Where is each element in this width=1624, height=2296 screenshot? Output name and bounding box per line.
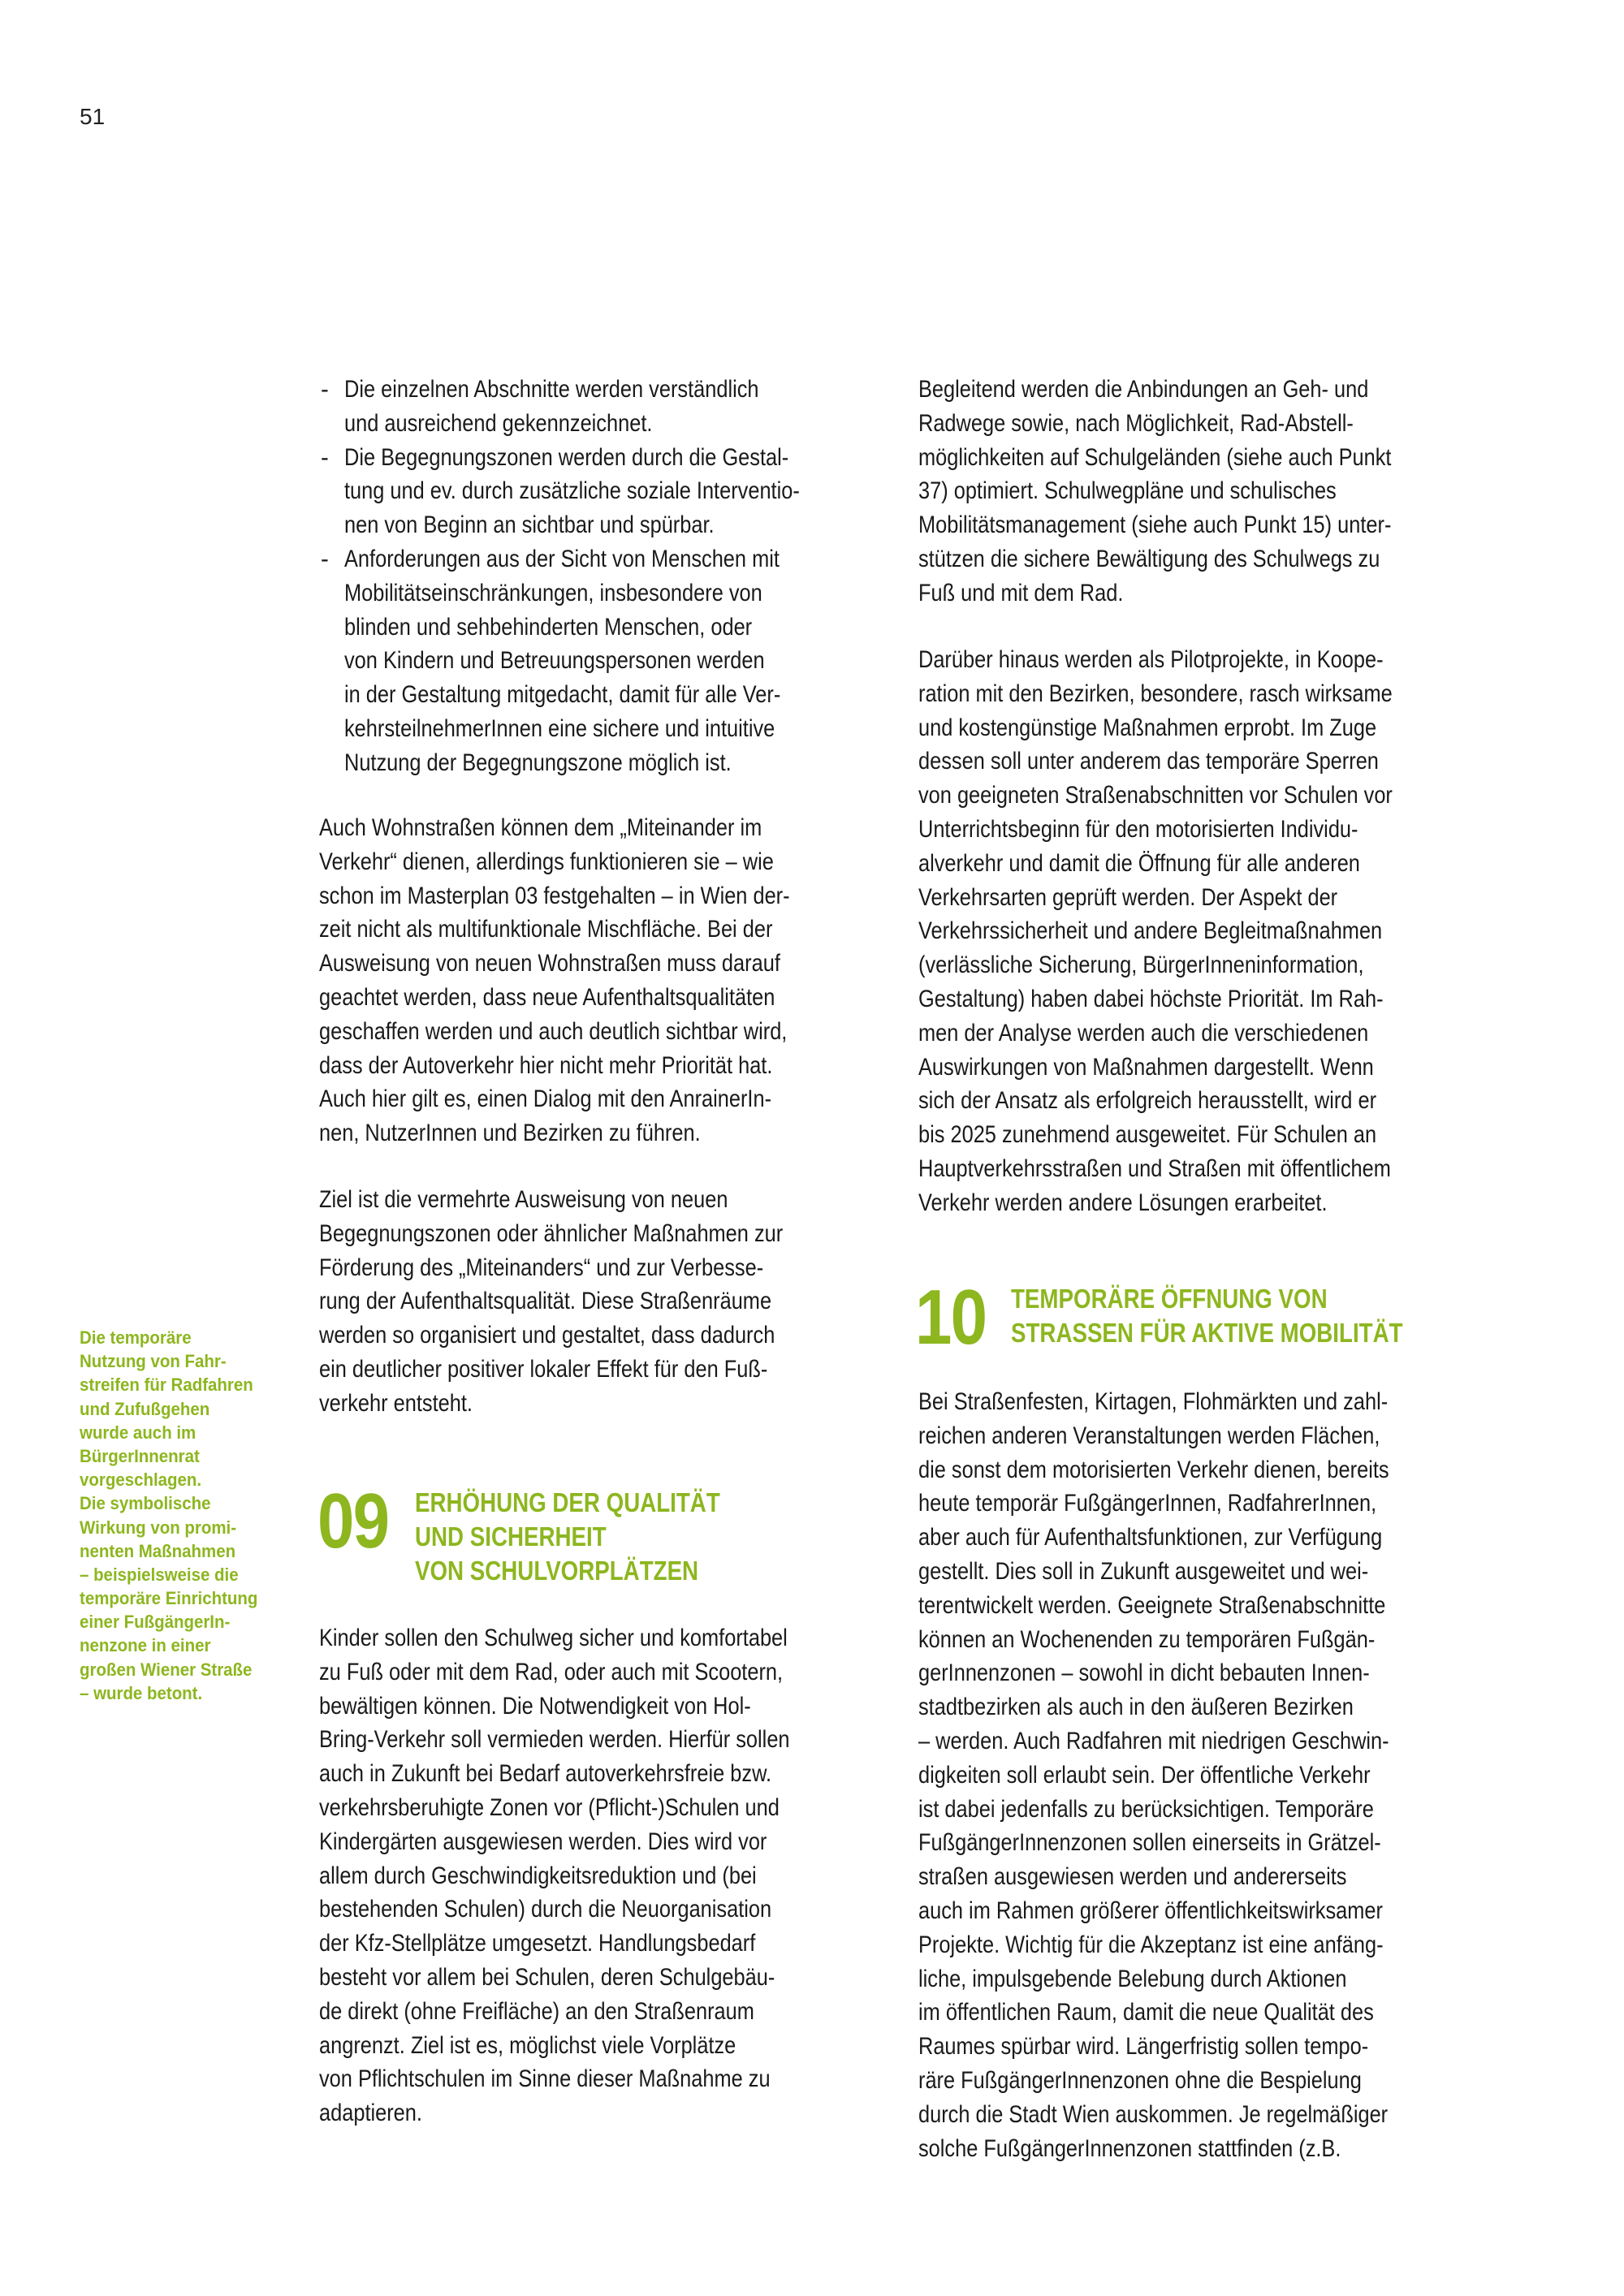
- text-line: ERHÖHUNG DER QUALITÄT: [415, 1487, 720, 1517]
- text-line: Die Begegnungszonen werden durch die Gestal-: [344, 443, 789, 471]
- paragraph-begleitend: [918, 373, 1479, 611]
- bullet-item: [319, 542, 879, 780]
- text-line: bis 2025 zunehmend ausgeweitet. Für Schulen an: [918, 1121, 1377, 1149]
- text-line: Nutzung der Begegnungszone möglich ist.: [344, 749, 732, 776]
- bullet-marker: -: [321, 545, 329, 572]
- section-10-paragraph: [918, 1385, 1479, 2165]
- text-line: BürgerInnenrat: [80, 1445, 200, 1466]
- text-line: Kindergärten ausgewiesen werden. Dies wird vor: [319, 1828, 767, 1855]
- text-line: streifen für Radfahren: [80, 1375, 253, 1396]
- text-line: auch im Rahmen größerer öffentlichkeitswirksamer: [918, 1897, 1383, 1924]
- text-line: verkehr entsteht.: [319, 1389, 473, 1417]
- text-line: dass der Autoverkehr hier nicht mehr Priorität hat.: [319, 1051, 773, 1079]
- bullet-marker: -: [321, 376, 329, 403]
- text-line: bewältigen können. Die Notwendigkeit von Hol-: [319, 1692, 751, 1720]
- text-line: schon im Masterplan 03 festgehalten – in Wien der-: [319, 882, 790, 909]
- text-line: Verkehr werden andere Lösungen erarbeitet.: [918, 1189, 1328, 1216]
- text-line: – wurde betont.: [80, 1682, 203, 1703]
- text-line: Verkehr“ dienen, allerdings funktionieren sie – wie: [319, 848, 774, 875]
- text-line: Nutzung von Fahr-: [80, 1351, 227, 1372]
- section-09-paragraph: [319, 1621, 879, 2130]
- text-line: gerInnenzonen – sowohl in dicht bebauten Innen-: [918, 1659, 1370, 1687]
- text-line: Verkehrsarten geprüft werden. Der Aspekt der: [918, 883, 1338, 911]
- text-line: bestehenden Schulen) durch die Neuorganisation: [319, 1896, 772, 1923]
- text-line: kehrsteilnehmerInnen eine sichere und intuitive: [344, 714, 775, 742]
- text-line: werden so organisiert und gestaltet, dass dadurch: [319, 1322, 775, 1349]
- text-line: temporäre Einrichtung: [80, 1588, 258, 1609]
- page-number: 51: [80, 104, 106, 129]
- text-line: Mobilitätsmanagement (siehe auch Punkt 15) unter-: [918, 511, 1392, 539]
- text-line: – werden. Auch Radfahren mit niedrigen Geschwin-: [918, 1727, 1389, 1754]
- text-line: vorgeschlagen.: [80, 1470, 202, 1491]
- text-line: in der Gestaltung mitgedacht, damit für alle Ver-: [344, 681, 781, 709]
- text-line: tung und ev. durch zusätzliche soziale Interventio-: [344, 477, 800, 505]
- text-line: men der Analyse werden auch die verschiedenen: [918, 1019, 1369, 1047]
- text-line: Raumes spürbar wird. Längerfristig sollen tempo-: [918, 2033, 1369, 2061]
- text-line: nenzone in einer: [80, 1635, 211, 1656]
- text-line: Auch hier gilt es, einen Dialog mit den AnrainerIn-: [319, 1085, 772, 1113]
- text-line: auch in Zukunft bei Bedarf autoverkehrsfreie bzw.: [319, 1760, 772, 1788]
- text-line: Die einzelnen Abschnitte werden verständlich: [344, 376, 759, 403]
- text-line: Mobilitätseinschränkungen, insbesondere von: [344, 579, 762, 606]
- text-line: von Pflichtschulen im Sinne dieser Maßnahme zu: [319, 2065, 771, 2093]
- text-line: großen Wiener Straße: [80, 1659, 253, 1680]
- paragraph-wohnstrassen: [319, 811, 879, 1150]
- text-line: (verlässliche Sicherung, BürgerInneninformation,: [918, 952, 1364, 979]
- text-line: Wirkung von promi-: [80, 1517, 237, 1538]
- text-line: VON SCHULVORPLÄTZEN: [415, 1556, 699, 1586]
- text-line: liche, impulsgebende Belebung durch Aktionen: [918, 1965, 1347, 1992]
- section-number-10: 10: [915, 1274, 987, 1361]
- text-line: sich der Ansatz als erfolgreich herausstellt, wird er: [918, 1087, 1377, 1115]
- bullet-text: [344, 373, 879, 441]
- text-line: von Kindern und Betreuungspersonen werden: [344, 647, 765, 675]
- text-line: einer FußgängerIn-: [80, 1612, 231, 1633]
- text-line: geachtet werden, dass neue Aufenthaltsqualitäten: [319, 983, 775, 1011]
- text-line: zeit nicht als multifunktionale Mischfläche. Bei der: [319, 916, 773, 943]
- text-line: Begleitend werden die Anbindungen an Geh- und: [918, 376, 1369, 403]
- text-line: straßen ausgewiesen werden und andererseits: [918, 1863, 1347, 1891]
- text-line: Hauptverkehrsstraßen und Straßen mit öffentlichem: [918, 1154, 1391, 1182]
- text-line: geschaffen werden und auch deutlich sichtbar wird,: [319, 1017, 788, 1045]
- text-line: Die symbolische: [80, 1493, 211, 1514]
- text-line: digkeiten soll erlaubt sein. Der öffentliche Verkehr: [918, 1761, 1371, 1789]
- sidebar-note: [80, 1326, 299, 1705]
- bullet-item: [319, 373, 879, 441]
- text-line: Förderung des „Miteinanders“ und zur Verbesse-: [319, 1254, 764, 1281]
- text-line: wurde auch im: [80, 1422, 197, 1443]
- text-line: möglichkeiten auf Schulgeländen (siehe auch Punkt: [918, 443, 1392, 471]
- text-line: allem durch Geschwindigkeitsreduktion und (bei: [319, 1862, 757, 1889]
- section-number-09: 09: [317, 1478, 389, 1564]
- bullet-item: [319, 441, 879, 542]
- text-line: heute temporär FußgängerInnen, RadfahrerInnen,: [918, 1490, 1377, 1517]
- text-line: stadtbezirken als auch in den äußeren Bezirken: [918, 1694, 1354, 1721]
- paragraph-pilot: [918, 643, 1479, 1220]
- text-line: Ausweisung von neuen Wohnstraßen muss darauf: [319, 950, 780, 978]
- text-line: ein deutlicher positiver lokaler Effekt für den Fuß-: [319, 1355, 768, 1383]
- text-line: Projekte. Wichtig für die Akzeptanz ist eine anfäng-: [918, 1931, 1384, 1958]
- text-line: adaptieren.: [319, 2100, 422, 2127]
- text-line: solche FußgängerInnenzonen stattfinden (z.B.: [918, 2134, 1341, 2162]
- text-line: Verkehrssicherheit und andere Begleitmaßnahmen: [918, 917, 1383, 945]
- text-line: Radwege sowie, nach Möglichkeit, Rad-Abstell-: [918, 409, 1354, 437]
- text-line: verkehrsberuhigte Zonen vor (Pflicht-)Schulen und: [319, 1793, 780, 1821]
- text-line: und Zufußgehen: [80, 1398, 210, 1419]
- text-line: gestellt. Dies soll in Zukunft ausgeweitet und wei-: [918, 1557, 1369, 1585]
- text-line: STRASSEN FÜR AKTIVE MOBILITÄT: [1011, 1318, 1403, 1348]
- text-line: Bring-Verkehr soll vermieden werden. Hierfür sollen: [319, 1726, 790, 1754]
- text-line: durch die Stadt Wien auskommen. Je regelmäßiger: [918, 2100, 1389, 2128]
- text-line: stützen die sichere Bewältigung des Schulwegs zu: [918, 545, 1380, 572]
- text-line: alverkehr und damit die Öffnung für alle anderen: [918, 849, 1360, 877]
- text-line: nenten Maßnahmen: [80, 1540, 236, 1561]
- bullet-list: [319, 373, 879, 780]
- text-line: Ziel ist die vermehrte Ausweisung von neuen: [319, 1186, 728, 1213]
- text-line: räre FußgängerInnenzonen ohne die Bespielung: [918, 2066, 1362, 2094]
- text-line: aber auch für Aufenthaltsfunktionen, zur Verfügung: [918, 1524, 1383, 1552]
- text-line: Kinder sollen den Schulweg sicher und komfortabel: [319, 1625, 788, 1651]
- text-line: der Kfz-Stellplätze umgesetzt. Handlungsbedarf: [319, 1930, 756, 1957]
- text-line: Auswirkungen von Maßnahmen dargestellt. Wenn: [918, 1053, 1374, 1081]
- text-line: angrenzt. Ziel ist es, möglichst viele Vorplätze: [319, 2031, 736, 2059]
- text-line: die sonst dem motorisierten Verkehr dienen, bereits: [918, 1456, 1389, 1483]
- bullet-text: [344, 441, 879, 542]
- paragraph-ziel: [319, 1183, 879, 1421]
- bullet-text: [344, 542, 879, 780]
- text-line: und ausreichend gekennzeichnet.: [344, 409, 653, 437]
- text-line: ist dabei jedenfalls zu berücksichtigen. Temporäre: [918, 1795, 1374, 1823]
- text-line: 37) optimiert. Schulwegpläne und schulisches: [918, 477, 1337, 505]
- text-line: dessen soll unter anderem das temporäre Sperren: [918, 748, 1379, 775]
- text-line: nen von Beginn an sichtbar und spürbar.: [344, 511, 715, 539]
- text-line: ration mit den Bezirken, besondere, rasch wirksame: [918, 680, 1393, 707]
- text-line: Auch Wohnstraßen können dem „Miteinander im: [319, 814, 762, 841]
- text-line: Gestaltung) haben dabei höchste Priorität. Im Rah-: [918, 985, 1384, 1012]
- text-line: können an Wochenenden zu temporären Fußgän-: [918, 1625, 1376, 1653]
- text-line: de direkt (ohne Freifläche) an den Straßenraum: [319, 1997, 754, 2025]
- text-line: TEMPORÄRE ÖFFNUNG VON: [1011, 1284, 1328, 1314]
- text-line: nen, NutzerInnen und Bezirken zu führen.: [319, 1120, 701, 1147]
- text-line: und kostengünstige Maßnahmen erprobt. Im Zuge: [918, 714, 1377, 741]
- text-line: von geeigneten Straßenabschnitten vor Schulen vor: [918, 782, 1393, 809]
- text-line: rung der Aufenthaltsqualität. Diese Straßenräume: [319, 1288, 772, 1315]
- text-line: reichen anderen Veranstaltungen werden Flächen,: [918, 1422, 1380, 1449]
- bullet-marker: -: [321, 443, 329, 471]
- section-title-09: [415, 1486, 951, 1588]
- section-title-10: [1011, 1282, 1547, 1350]
- text-line: im öffentlichen Raum, damit die neue Qualität des: [918, 1999, 1374, 2026]
- text-line: besteht vor allem bei Schulen, deren Schulgebäu-: [319, 1963, 775, 1991]
- text-line: UND SICHERHEIT: [415, 1521, 607, 1552]
- text-line: FußgängerInnenzonen sollen einerseits in Grätzel-: [918, 1829, 1381, 1857]
- text-line: – beispielsweise die: [80, 1564, 239, 1585]
- text-line: Fuß und mit dem Rad.: [918, 579, 1124, 606]
- text-line: blinden und sehbehinderten Menschen, oder: [344, 613, 753, 641]
- text-line: Unterrichtsbeginn für den motorisierten Individu-: [918, 815, 1358, 843]
- text-line: zu Fuß oder mit dem Rad, oder auch mit Scootern,: [319, 1658, 784, 1685]
- text-line: Begegnungszonen oder ähnlicher Maßnahmen zur: [319, 1219, 784, 1247]
- text-line: Die temporäre: [80, 1327, 192, 1348]
- text-line: Darüber hinaus werden als Pilotprojekte, in Koope-: [918, 646, 1384, 673]
- text-line: Anforderungen aus der Sicht von Menschen mit: [344, 545, 780, 572]
- text-line: Bei Straßenfesten, Kirtagen, Flohmärkten und zahl-: [918, 1388, 1389, 1415]
- text-line: terentwickelt werden. Geeignete Straßenabschnitte: [918, 1591, 1386, 1619]
